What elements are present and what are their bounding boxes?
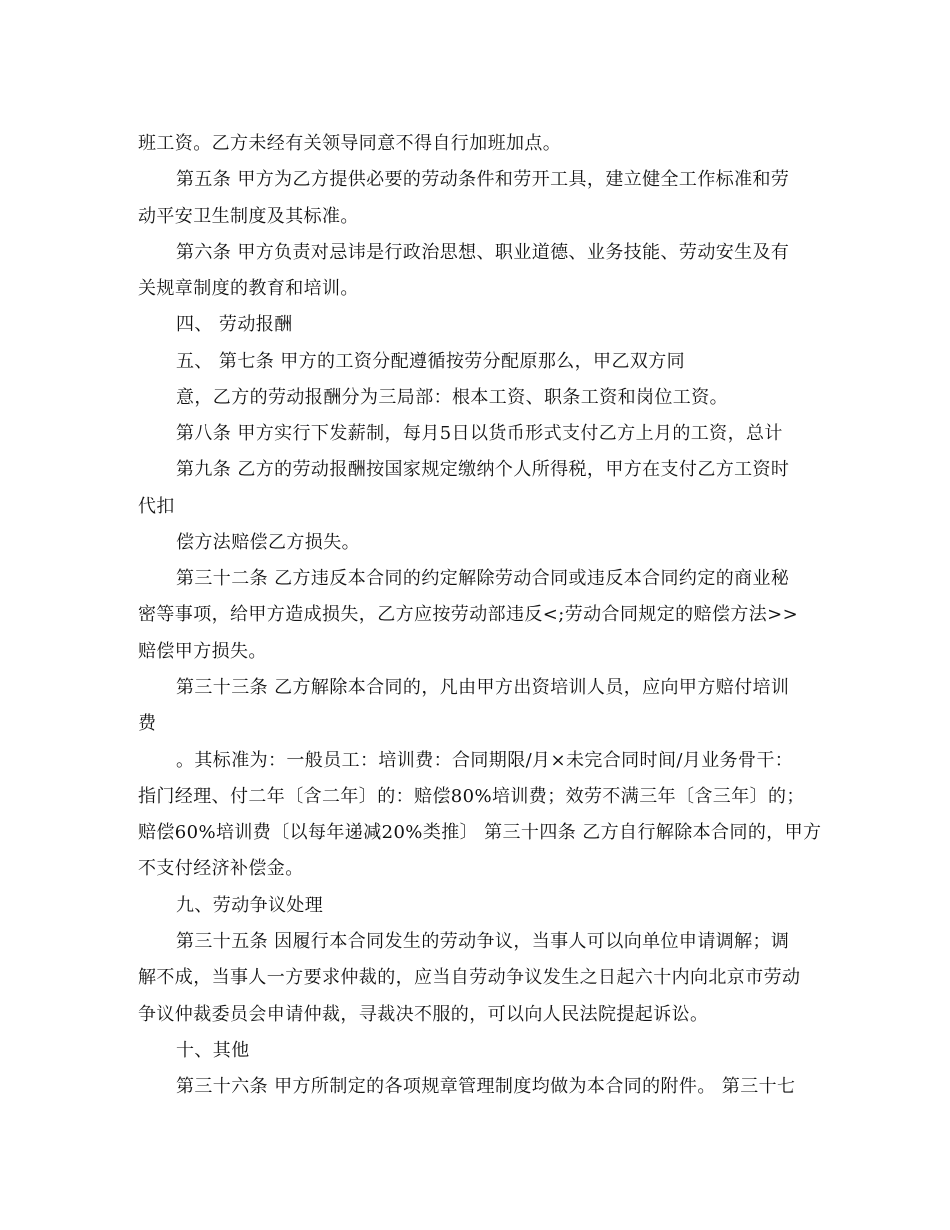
text-line: 偿方法赔偿乙方损失。 — [176, 532, 360, 553]
text-line: 费 — [138, 713, 157, 734]
text-line: 赔偿60%培训费〔以每年递减20%类推〕 第三十四条 乙方自行解除本合同的，甲方 — [138, 822, 822, 843]
text-line: 动平安卫生制度及其标准。 — [138, 206, 359, 227]
text-line: 不支付经济补偿金。 — [138, 858, 304, 879]
section-heading: 十、其他 — [176, 1040, 250, 1061]
text-line: 班工资。乙方未经有关领导同意不得自行加班加点。 — [138, 133, 562, 154]
text-line: 第三十三条 乙方解除本合同的，凡由甲方出资培训人员，应向甲方赔付培训 — [176, 677, 790, 698]
text-line: 第九条 乙方的劳动报酬按国家规定缴纳个人所得税，甲方在支付乙方工资时 — [176, 459, 790, 480]
text-line: 代扣 — [138, 496, 175, 517]
text-line: 第三十二条 乙方违反本合同的约定解除劳动合同或违反本合同约定的商业秘 — [176, 568, 790, 589]
text-line: 第五条 甲方为乙方提供必要的劳动条件和劳开工具，建立健全工作标准和劳 — [176, 169, 790, 190]
text-line: 争议仲裁委员会申请仲裁，寻裁决不服的，可以向人民法院提起诉讼。 — [138, 1004, 709, 1025]
section-heading: 九、劳动争议处理 — [176, 895, 324, 916]
text-line: 第六条 甲方负责对忌讳是行政治思想、职业道德、业务技能、劳动安生及有 — [176, 242, 790, 263]
text-line: 第八条 甲方实行下发薪制，每月5日以货币形式支付乙方上月的工资，总计 — [176, 423, 783, 444]
text-line: 密等事项，给甲方造成损失，乙方应按劳动部违反<;劳动合同规定的赔偿方法>> — [138, 604, 799, 625]
text-line: 意，乙方的劳动报酬分为三局部：根本工资、职条工资和岗位工资。 — [176, 387, 728, 408]
text-line: 。其标准为：一般员工：培训费：合同期限/月×未完合同时间/月业务骨干： — [176, 750, 794, 771]
text-line: 关规章制度的教育和培训。 — [138, 278, 359, 299]
text-line: 五、 第七条 甲方的工资分配遵循按劳分配原那么，甲乙双方同 — [176, 351, 686, 372]
text-line: 指门经理、付二年〔含二年〕的：赔偿80%培训费；效劳不满三年〔含三年〕的； — [138, 786, 805, 807]
section-heading: 四、 劳动报酬 — [176, 314, 293, 335]
text-line: 解不成，当事人一方要求仲裁的，应当自劳动争议发生之日起六十内向北京市劳动 — [138, 967, 801, 988]
text-line: 赔偿甲方损失。 — [138, 641, 267, 662]
text-line: 第三十五条 因履行本合同发生的劳动争议，当事人可以向单位申请调解；调 — [176, 931, 790, 952]
text-line: 第三十六条 甲方所制定的各项规章管理制度均做为本合同的附件。 第三十七 — [176, 1076, 796, 1097]
